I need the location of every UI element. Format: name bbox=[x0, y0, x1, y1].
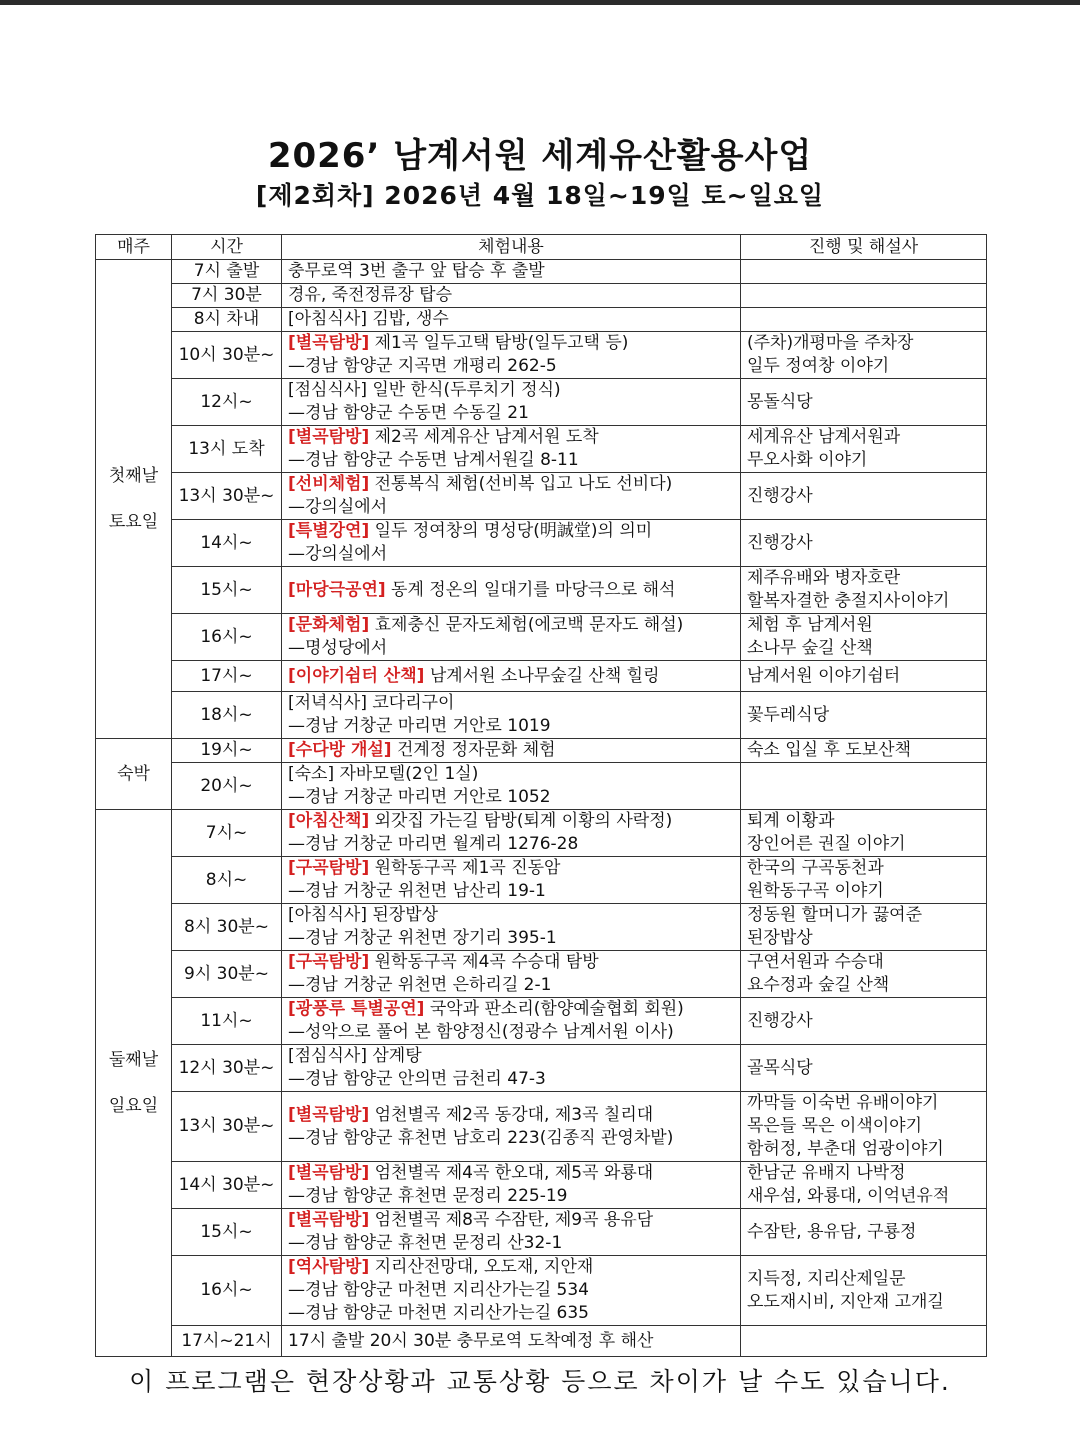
guide-text: 퇴계 이황과 bbox=[747, 811, 835, 831]
content-cell bbox=[282, 1209, 741, 1256]
content-cell bbox=[282, 661, 741, 692]
table-row bbox=[96, 308, 987, 332]
activity-tag: [별곡탐방] bbox=[288, 1210, 370, 1230]
table-row bbox=[96, 1045, 987, 1092]
content-text: [숙소] 자바모텔(2인 1실) bbox=[288, 764, 479, 784]
content-cell bbox=[282, 692, 741, 739]
guide-text: 지득정, 지리산제일문 bbox=[747, 1268, 906, 1289]
content-address: —성악으로 풀어 본 함양정신(정광수 남계서원 이사) bbox=[288, 1022, 674, 1042]
activity-tag: [구곡탐방] bbox=[288, 952, 370, 972]
guide-text: 요수정과 숲길 산책 bbox=[747, 975, 890, 995]
content-text: 국악과 판소리(함양예술협회 회원) bbox=[424, 999, 684, 1019]
table-row bbox=[96, 1162, 987, 1209]
guide-text: 숙소 입실 후 도보산책 bbox=[747, 740, 912, 760]
guide-text: 까막들 이숙번 유배이야기 bbox=[747, 1093, 939, 1113]
activity-tag: [문화체험] bbox=[288, 615, 370, 635]
header-row bbox=[96, 235, 987, 260]
content-line bbox=[288, 904, 734, 927]
table-row bbox=[96, 1256, 987, 1326]
content-address: —경남 함양군 수동면 수동길 21 bbox=[288, 403, 529, 423]
day-spacer bbox=[102, 1072, 165, 1095]
time-cell: 13시 30분~ bbox=[172, 1092, 282, 1162]
table-row bbox=[96, 763, 987, 810]
page-subtitle: [제2회차] 2026년 4월 18일~19일 토~일요일 bbox=[255, 181, 825, 210]
activity-tag: [별곡탐방] bbox=[288, 1104, 370, 1125]
guide-text: 체험 후 남계서원 bbox=[747, 615, 873, 635]
table-row bbox=[96, 1209, 987, 1256]
guide-cell bbox=[741, 810, 987, 857]
time-cell: 16시~ bbox=[172, 614, 282, 661]
guide-text: 꽃두레식당 bbox=[747, 704, 830, 725]
table-row bbox=[96, 904, 987, 951]
time-cell: 18시~ bbox=[172, 692, 282, 739]
content-text: [아침식사] 김밥, 생수 bbox=[288, 309, 449, 329]
content-line bbox=[288, 763, 734, 786]
footer-note: 이 프로그램은 현장상황과 교통상황 등으로 차이가 날 수도 있습니다. bbox=[129, 1367, 951, 1396]
time-cell: 12시 30분~ bbox=[172, 1045, 282, 1092]
guide-cell bbox=[741, 260, 987, 284]
content-line bbox=[288, 810, 734, 833]
time-cell: 7시~ bbox=[172, 810, 282, 857]
content-text: 전통복식 체험(선비복 입고 나도 선비다) bbox=[369, 474, 673, 494]
content-address: —경남 거창군 위천면 은하리길 2-1 bbox=[288, 975, 552, 995]
content-line bbox=[288, 1045, 734, 1068]
activity-tag: [별곡탐방] bbox=[288, 427, 370, 447]
table-row bbox=[96, 857, 987, 904]
guide-text: 제주유배와 병자호란 bbox=[747, 568, 901, 588]
guide-cell bbox=[741, 567, 987, 614]
guide-text: 새우섬, 와룡대, 이억년유적 bbox=[747, 1186, 950, 1206]
guide-cell bbox=[741, 998, 987, 1045]
table-row bbox=[96, 260, 987, 284]
guide-cell bbox=[741, 763, 987, 810]
table-row bbox=[96, 1326, 987, 1357]
header-content: 체험내용 bbox=[282, 235, 741, 260]
table-row bbox=[96, 661, 987, 692]
content-line bbox=[288, 614, 734, 637]
time-cell: 8시~ bbox=[172, 857, 282, 904]
day-saturday bbox=[96, 260, 172, 739]
guide-text: 남계서원 이야기쉼터 bbox=[747, 665, 901, 686]
activity-tag: [선비체험] bbox=[288, 474, 370, 494]
content-text: 엄천별곡 제8곡 수잠탄, 제9곡 용유담 bbox=[369, 1210, 654, 1230]
guide-text: 진행강사 bbox=[747, 532, 813, 553]
table-row bbox=[96, 567, 987, 614]
content-address: —경남 거창군 마리면 거안로 1019 bbox=[288, 716, 551, 736]
content-address: —강의실에서 bbox=[288, 497, 388, 517]
content-text: 동계 정온의 일대기를 마당극으로 해석 bbox=[385, 579, 676, 600]
content-text: [저녁식사] 코다리구이 bbox=[288, 693, 455, 713]
guide-cell bbox=[741, 426, 987, 473]
content-address: —경남 함양군 휴천면 문정리 225-19 bbox=[288, 1186, 568, 1206]
day-label: 숙박 bbox=[117, 763, 150, 784]
content-text: [점심식사] 일반 한식(두루치기 정식) bbox=[288, 380, 561, 400]
guide-cell bbox=[741, 284, 987, 308]
content-cell bbox=[282, 260, 741, 284]
content-line bbox=[288, 692, 734, 715]
schedule-table bbox=[95, 234, 987, 1357]
content-address: —경남 함양군 마천면 지리산가는길 635 bbox=[288, 1303, 589, 1323]
content-cell bbox=[282, 332, 741, 379]
content-line bbox=[288, 332, 734, 355]
content-address: —경남 함양군 휴천면 남호리 223(김종직 관영차밭) bbox=[288, 1127, 674, 1148]
content-text: 건계정 정자문화 체험 bbox=[391, 740, 556, 760]
content-address: —경남 거창군 위천면 남산리 19-1 bbox=[288, 881, 546, 901]
content-address: —경남 함양군 휴천면 문정리 산32-1 bbox=[288, 1233, 563, 1253]
content-text: 효제충신 문자도체험(에코백 문자도 해설) bbox=[369, 615, 684, 635]
day-spacer bbox=[102, 488, 165, 511]
header-guide: 진행 및 해설사 bbox=[741, 235, 987, 260]
content-line bbox=[288, 951, 734, 974]
time-cell: 7시 30분 bbox=[172, 284, 282, 308]
content-text: 엄천별곡 제4곡 한오대, 제5곡 와룡대 bbox=[369, 1163, 654, 1183]
content-line bbox=[288, 1209, 734, 1232]
guide-cell bbox=[741, 1045, 987, 1092]
table-row bbox=[96, 998, 987, 1045]
content-cell bbox=[282, 567, 741, 614]
content-cell bbox=[282, 904, 741, 951]
time-cell: 11시~ bbox=[172, 998, 282, 1045]
content-text: 충무로역 3번 출구 앞 탑승 후 출발 bbox=[288, 261, 545, 281]
day-label: 둘째날 bbox=[108, 1049, 159, 1070]
guide-text: 무오사화 이야기 bbox=[747, 450, 868, 470]
guide-cell bbox=[741, 951, 987, 998]
header-time: 시간 bbox=[172, 235, 282, 260]
content-cell bbox=[282, 1256, 741, 1326]
table-row bbox=[96, 810, 987, 857]
content-address: —경남 함양군 마천면 지리산가는길 534 bbox=[288, 1280, 589, 1300]
content-address: —경남 함양군 수동면 남계서원길 8-11 bbox=[288, 450, 579, 470]
activity-tag: [마당극공연] bbox=[288, 579, 386, 600]
activity-tag: [특별강연] bbox=[288, 521, 370, 541]
content-text: 원학동구곡 제4곡 수승대 탐방 bbox=[369, 952, 599, 972]
day-weekday: 일요일 bbox=[108, 1095, 159, 1116]
guide-text: (주차)개평마을 주차장 bbox=[747, 333, 914, 353]
guide-text: 수잠탄, 용유담, 구룡정 bbox=[747, 1221, 917, 1242]
activity-tag: [수다방 개설] bbox=[288, 740, 392, 760]
time-cell: 15시~ bbox=[172, 567, 282, 614]
content-line bbox=[288, 998, 734, 1021]
guide-text: 소나무 숲길 산책 bbox=[747, 638, 873, 658]
guide-text: 목은들 목은 이색이야기 bbox=[747, 1116, 923, 1136]
table-row bbox=[96, 614, 987, 661]
guide-text: 원학동구곡 이야기 bbox=[747, 881, 884, 901]
content-text: 원학동구곡 제1곡 진동암 bbox=[369, 858, 561, 878]
time-cell: 16시~ bbox=[172, 1256, 282, 1326]
content-line bbox=[288, 308, 734, 331]
time-cell: 19시~ bbox=[172, 739, 282, 763]
content-line bbox=[288, 665, 734, 688]
time-cell: 13시 30분~ bbox=[172, 473, 282, 520]
content-cell bbox=[282, 1162, 741, 1209]
content-text: [아침식사] 된장밥상 bbox=[288, 905, 439, 925]
time-cell: 20시~ bbox=[172, 763, 282, 810]
guide-cell bbox=[741, 520, 987, 567]
content-cell bbox=[282, 473, 741, 520]
content-address: —강의실에서 bbox=[288, 544, 388, 564]
content-line bbox=[288, 520, 734, 543]
guide-text: 정동원 할머니가 끓여준 bbox=[747, 905, 923, 925]
guide-cell bbox=[741, 739, 987, 763]
time-cell: 17시~21시 bbox=[172, 1326, 282, 1357]
content-cell bbox=[282, 1092, 741, 1162]
time-cell: 14시 30분~ bbox=[172, 1162, 282, 1209]
time-cell: 8시 차내 bbox=[172, 308, 282, 332]
day-stay bbox=[96, 739, 172, 810]
guide-cell bbox=[741, 1326, 987, 1357]
day-sunday bbox=[96, 810, 172, 1357]
header-day: 매주 bbox=[96, 235, 172, 260]
activity-tag: [구곡탐방] bbox=[288, 858, 370, 878]
content-cell bbox=[282, 857, 741, 904]
time-cell: 17시~ bbox=[172, 661, 282, 692]
content-address: —경남 거창군 위천면 장기리 395-1 bbox=[288, 928, 557, 948]
guide-text: 몽돌식당 bbox=[747, 391, 813, 412]
content-address: —명성당에서 bbox=[288, 638, 388, 658]
table-row bbox=[96, 692, 987, 739]
content-cell bbox=[282, 1326, 741, 1357]
time-cell: 13시 도착 bbox=[172, 426, 282, 473]
guide-text: 된장밥상 bbox=[747, 928, 813, 948]
guide-text: 세계유산 남계서원과 bbox=[747, 427, 901, 447]
content-text: 엄천별곡 제2곡 동강대, 제3곡 칠리대 bbox=[369, 1104, 654, 1125]
guide-cell bbox=[741, 857, 987, 904]
guide-text: 일두 정여창 이야기 bbox=[747, 356, 890, 376]
day-weekday: 토요일 bbox=[108, 511, 159, 532]
content-line bbox=[288, 857, 734, 880]
content-cell bbox=[282, 308, 741, 332]
content-line bbox=[288, 1162, 734, 1185]
content-line bbox=[288, 739, 734, 762]
guide-cell bbox=[741, 1209, 987, 1256]
activity-tag: [아침산책] bbox=[288, 811, 370, 831]
content-text: 일두 정여창의 명성당(明誠堂)의 의미 bbox=[369, 521, 653, 541]
content-cell bbox=[282, 520, 741, 567]
schedule-body bbox=[96, 260, 987, 1357]
content-cell bbox=[282, 284, 741, 308]
activity-tag: [이야기쉼터 산책] bbox=[288, 665, 425, 686]
guide-text: 할복자결한 충절지사이야기 bbox=[747, 591, 950, 611]
activity-tag: [별곡탐방] bbox=[288, 333, 370, 353]
content-cell bbox=[282, 951, 741, 998]
activity-tag: [역사탐방] bbox=[288, 1257, 370, 1277]
guide-text: 진행강사 bbox=[747, 485, 813, 506]
content-cell bbox=[282, 1045, 741, 1092]
content-address: —경남 거창군 마리면 거안로 1052 bbox=[288, 787, 551, 807]
content-address: —경남 거창군 마리면 월계리 1276-28 bbox=[288, 834, 579, 854]
table-row bbox=[96, 739, 987, 763]
content-address: —경남 함양군 안의면 금천리 47-3 bbox=[288, 1069, 546, 1089]
guide-text: 한국의 구곡동천과 bbox=[747, 858, 884, 878]
page-title: 2026’ 남계서원 세계유산활용사업 bbox=[267, 136, 813, 176]
content-cell bbox=[282, 763, 741, 810]
guide-cell bbox=[741, 661, 987, 692]
guide-cell bbox=[741, 1256, 987, 1326]
content-line bbox=[288, 1330, 734, 1353]
content-line bbox=[288, 473, 734, 496]
content-text: 외갓집 가는길 탐방(퇴계 이황의 사락정) bbox=[369, 811, 673, 831]
guide-cell bbox=[741, 332, 987, 379]
content-text: [점심식사] 삼계탕 bbox=[288, 1046, 422, 1066]
content-line bbox=[288, 1104, 734, 1127]
guide-text: 골목식당 bbox=[747, 1057, 813, 1078]
day-label: 첫째날 bbox=[108, 465, 159, 486]
content-cell bbox=[282, 739, 741, 763]
content-cell bbox=[282, 810, 741, 857]
guide-cell bbox=[741, 614, 987, 661]
content-line bbox=[288, 426, 734, 449]
time-cell: 9시 30분~ bbox=[172, 951, 282, 998]
guide-text: 진행강사 bbox=[747, 1010, 813, 1031]
time-cell: 8시 30분~ bbox=[172, 904, 282, 951]
content-text: 지리산전망대, 오도재, 지안재 bbox=[369, 1257, 594, 1277]
time-cell: 14시~ bbox=[172, 520, 282, 567]
activity-tag: [광풍루 특별공연] bbox=[288, 999, 425, 1019]
time-cell: 7시 출발 bbox=[172, 260, 282, 284]
content-line bbox=[288, 260, 734, 283]
content-text: 17시 출발 20시 30분 충무로역 도착예정 후 해산 bbox=[288, 1330, 654, 1351]
content-line bbox=[288, 579, 734, 602]
guide-cell bbox=[741, 308, 987, 332]
content-text: 제1곡 일두고택 탐방(일두고택 등) bbox=[369, 333, 629, 353]
guide-cell bbox=[741, 904, 987, 951]
top-bar bbox=[0, 0, 1080, 5]
guide-text: 장인어른 권질 이야기 bbox=[747, 834, 906, 854]
time-cell: 15시~ bbox=[172, 1209, 282, 1256]
table-row bbox=[96, 473, 987, 520]
activity-tag: [별곡탐방] bbox=[288, 1163, 370, 1183]
table-row bbox=[96, 951, 987, 998]
content-text: 경유, 죽전정류장 탑승 bbox=[288, 285, 453, 305]
guide-text: 구연서원과 수승대 bbox=[747, 952, 884, 972]
guide-text: 함허정, 부춘대 엄광이야기 bbox=[747, 1139, 944, 1159]
guide-text: 한남군 유배지 나박정 bbox=[747, 1163, 906, 1183]
time-cell: 10시 30분~ bbox=[172, 332, 282, 379]
guide-cell bbox=[741, 379, 987, 426]
content-cell bbox=[282, 426, 741, 473]
table-row bbox=[96, 379, 987, 426]
content-cell bbox=[282, 379, 741, 426]
content-line bbox=[288, 379, 734, 402]
guide-cell bbox=[741, 1162, 987, 1209]
content-text: 남계서원 소나무숲길 산책 힐링 bbox=[424, 665, 660, 686]
guide-cell bbox=[741, 1092, 987, 1162]
content-cell bbox=[282, 998, 741, 1045]
table-row bbox=[96, 1092, 987, 1162]
table-row bbox=[96, 426, 987, 473]
table-row bbox=[96, 332, 987, 379]
time-cell: 12시~ bbox=[172, 379, 282, 426]
guide-cell bbox=[741, 473, 987, 520]
table-row bbox=[96, 284, 987, 308]
content-text: 제2곡 세계유산 남계서원 도착 bbox=[369, 427, 599, 447]
content-line bbox=[288, 284, 734, 307]
content-line bbox=[288, 1256, 734, 1279]
guide-cell bbox=[741, 692, 987, 739]
table-row bbox=[96, 520, 987, 567]
guide-text: 오도재시비, 지안재 고개길 bbox=[747, 1291, 944, 1312]
content-cell bbox=[282, 614, 741, 661]
content-address: —경남 함양군 지곡면 개평리 262-5 bbox=[288, 356, 557, 376]
